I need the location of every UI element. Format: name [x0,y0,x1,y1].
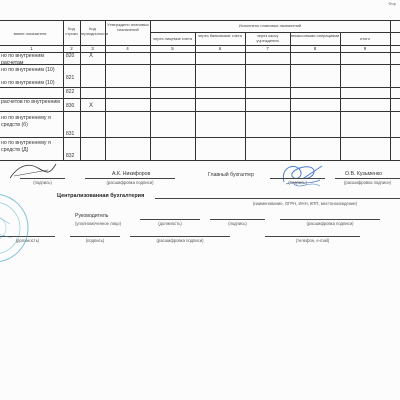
central-left-caption: (должность) [15,238,40,243]
table-row-label: но по внутреннему я средств (б) [1,115,51,128]
header-indicator: вание показателя [13,31,47,36]
col-number-6: 6 [218,46,222,51]
table-row-code: 831 [66,131,75,137]
header-period: Код периодичности [80,26,109,36]
col-number-5: 5 [171,46,174,51]
header-total: итого [360,36,370,41]
head-sign-caption: (подпись) [33,180,52,185]
header-approved: Утверждено плановых назначений [107,22,149,32]
central-sign-caption: (подпись) [228,221,247,226]
central-org-caption: (наименование, ОГРН, ИНН, КПП, местонахождение) [252,201,358,206]
table-row-code: 821 [66,75,75,81]
col-number-4: 4 [126,46,129,51]
central-name2-caption: (расшифровка подписи) [156,238,204,243]
table-row-code: 822 [66,89,75,95]
seal-stamp-icon [0,188,32,268]
chief-name: О.В. Кузьменко [345,171,383,177]
central-head-label: Руководитель [75,213,109,219]
header-via-cash: через кассу учреждения [256,33,279,43]
table-row-mark: X [89,53,94,59]
col-number-7: 7 [266,46,269,51]
chief-name-caption: (расшифровка подписи) [344,180,391,185]
col-number-1: 1 [30,46,33,51]
central-title: Централизованная бухгалтерия [57,193,145,199]
form-corner-mark: Фор [388,1,396,6]
table-row-label: расчетов по внутренним [1,99,60,105]
central-position-caption: (должность) [158,221,182,226]
table-row-label: но по внутренним расчетам [1,53,44,66]
central-phone-caption: (телефон, e-mail) [295,238,330,243]
table-row-mark: X [89,103,94,109]
central-name-caption: (расшифровка подписи) [306,221,354,226]
table-row-code: 820 [66,53,75,59]
col-number-2: 2 [70,46,73,51]
table-row-code: 832 [66,153,75,159]
central-sign2-caption: (подпись) [85,238,105,243]
central-head-sub: (уполномоченное лицо) [75,221,122,226]
table-row-label: но по внутреннему я средств (Д) [1,140,51,153]
col-number-8: 8 [313,46,317,51]
header-via-accounts: через лицевые счета [152,36,193,41]
head-name: А.К. Никифоров [112,171,151,177]
header-via-bank: через банковские счета [198,33,242,38]
header-executed-group: Исполнено плановых назначений [238,23,302,28]
chief-accountant-label: Главный бухгалтер [208,172,254,178]
col-number-3: 3 [91,46,94,51]
chief-sign-caption: (подпись) [288,180,307,185]
col-number-9: 9 [363,46,367,51]
table-row-label: но по внутренним (10) [1,80,55,86]
header-non-cash: некассовыми операциями [290,33,340,38]
header-code: Код строки [65,26,78,36]
table-row-code: 830 [66,103,75,109]
head-name-caption: (расшифровка подписи) [106,180,154,185]
chief-flourish-icon [292,178,322,192]
table-row-label: но по внутренним (10) [1,67,55,73]
